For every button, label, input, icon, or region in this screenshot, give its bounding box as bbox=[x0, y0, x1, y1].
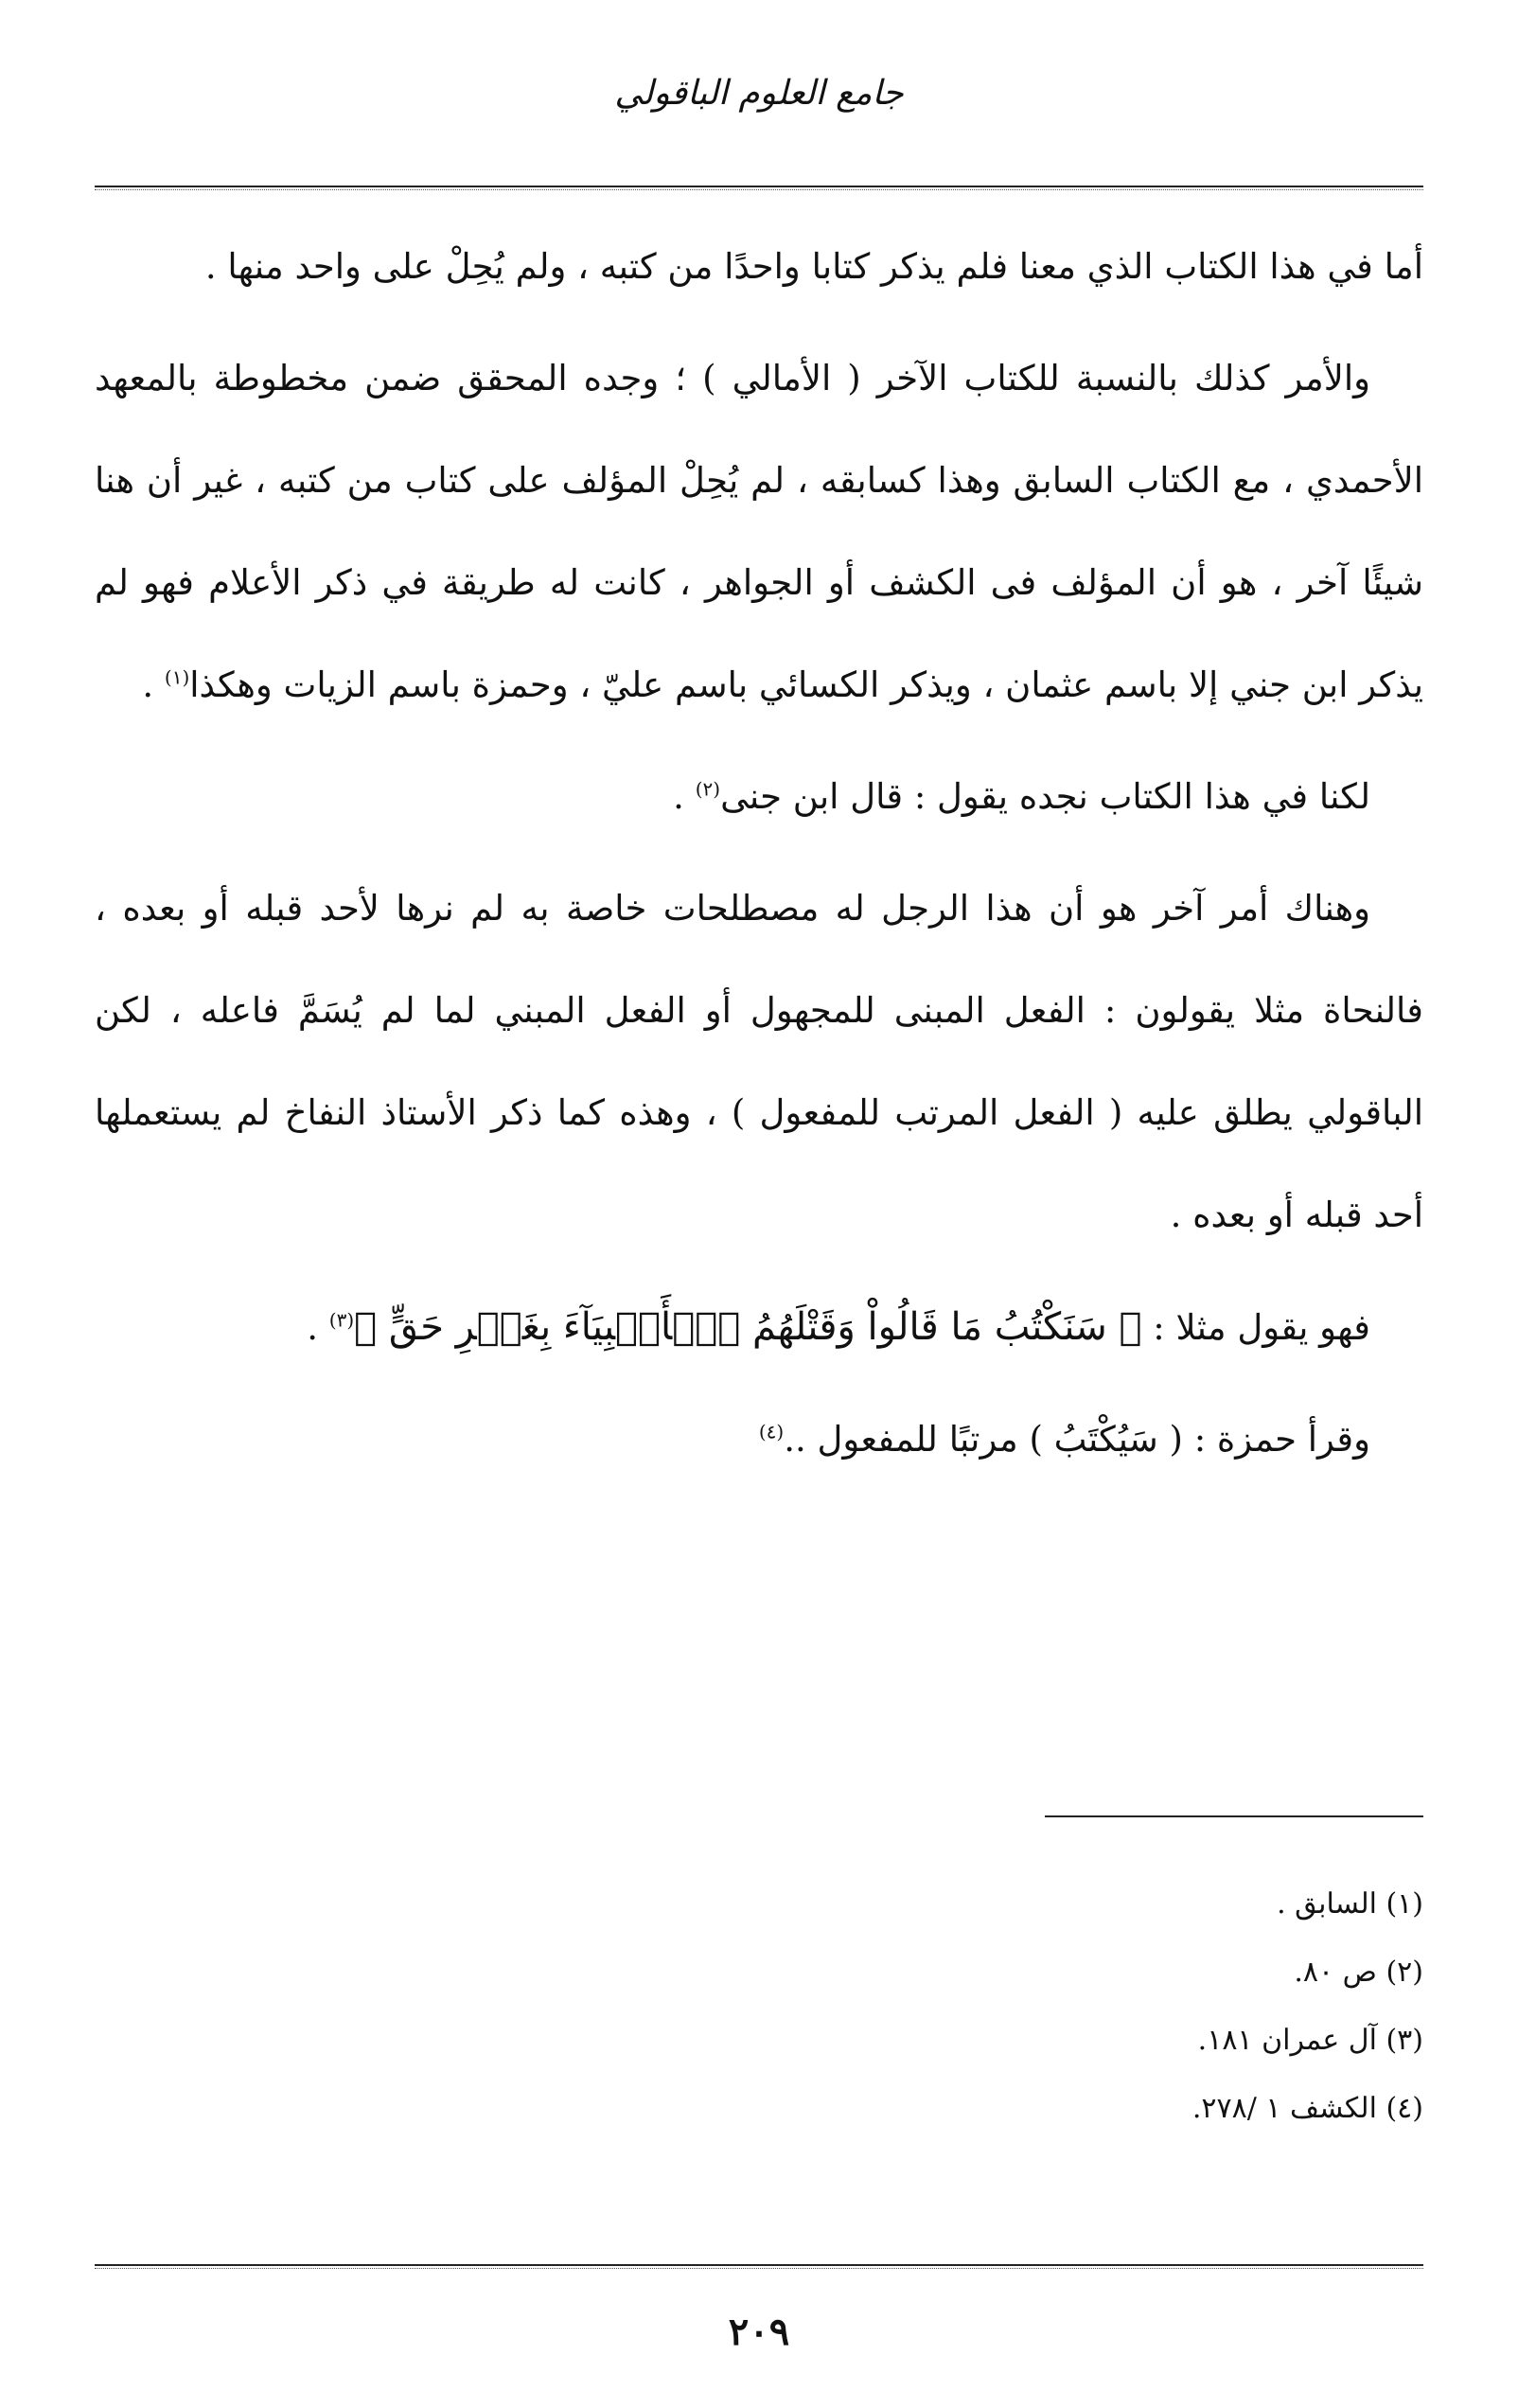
page-number: ٢٠٩ bbox=[728, 2310, 790, 2354]
paragraph-5 bbox=[95, 1276, 1423, 1379]
paragraph-3-text: لكنا في هذا الكتاب نجده يقول : قال ابن جنى bbox=[720, 776, 1370, 817]
paragraph-2-text: والأمر كذلك بالنسبة للكتاب الآخر ( الأمالي ) ؛ وجده المحقق ضمن مخطوطة بالمعهد الأحمدي ، مع الكتاب السابق وهذا كسابقه ، لم يُحِلْ المؤلف على كتاب من كتبه ، غير أن هنا شيئًا آخر ، هو أن المؤلف فى الكشف أو الجواهر ، كانت له طريقة في ذكر الأعلام فهو لم يذكر ابن جني إلا باسم عثمان ، ويذكر الكسائي باسم عليّ ، وحمزة باسم الزيات وهكذا bbox=[95, 358, 1423, 705]
header-rule bbox=[95, 186, 1423, 190]
footnote-4: (٤) الكشف ١ /٢٧٨. bbox=[1191, 2092, 1423, 2125]
paragraph-2 bbox=[95, 328, 1423, 736]
paragraph-2-end: . bbox=[142, 664, 165, 705]
paragraph-5-intro: فهو يقول مثلا : bbox=[1141, 1307, 1370, 1348]
footnote-2: (٢) ص ٨٠. bbox=[1294, 1956, 1423, 1989]
running-title: جامع العلوم الباقولي bbox=[614, 74, 904, 113]
footnote-ref-4[interactable]: (٤) bbox=[758, 1420, 785, 1443]
paragraph-1: أما في هذا الكتاب الذي معنا فلم يذكر كتابا واحدًا من كتبه ، ولم يُحِلْ على واحد منها . bbox=[204, 246, 1423, 287]
paragraph-5-end: . bbox=[307, 1307, 329, 1348]
footnote-separator bbox=[1045, 1815, 1423, 1817]
paragraph-4: وهناك أمر آخر هو أن هذا الرجل له مصطلحات خاصة به لم نرها لأحد قبله أو بعده ، فالنحاة مثلا يقولون : الفعل المبنى للمجهول أو الفعل المبني لما لم يُسَمَّ فاعله ، لكن الباقولي يطلق عليه ( الفعل المرتب للمفعول ) ، وهذه كما ذكر الأستاذ النفاخ لم يستعملها أحد قبله أو بعده . bbox=[95, 888, 1423, 1235]
main-text bbox=[95, 216, 1423, 1500]
footnote-ref-2[interactable]: (٢) bbox=[695, 777, 721, 801]
paragraph-3 bbox=[95, 746, 1423, 848]
paragraph-3-end: . bbox=[673, 776, 696, 817]
footnote-ref-1[interactable]: (١) bbox=[164, 665, 190, 689]
footnote-ref-3[interactable]: (٣) bbox=[328, 1308, 355, 1332]
footnote-1: (١) السابق . bbox=[1277, 1887, 1423, 1921]
footnotes bbox=[95, 1870, 1423, 2143]
paragraph-6 bbox=[95, 1389, 1423, 1491]
footnote-3: (٣) آل عمران ١٨١. bbox=[1197, 2024, 1423, 2057]
paragraph-6-text: وقرأ حمزة : ( سَيُكْتَبُ ) مرتبًا للمفعول .. bbox=[784, 1419, 1370, 1460]
footer-rule bbox=[95, 2264, 1423, 2269]
quran-verse: ﴿ سَنَكْتُبُ مَا قَالُواْ وَقَتْلَهُمُ ٱلۡأَنۢبِيَآءَ بِغَيۡرِ حَقٍّ ﴾ bbox=[354, 1305, 1142, 1349]
